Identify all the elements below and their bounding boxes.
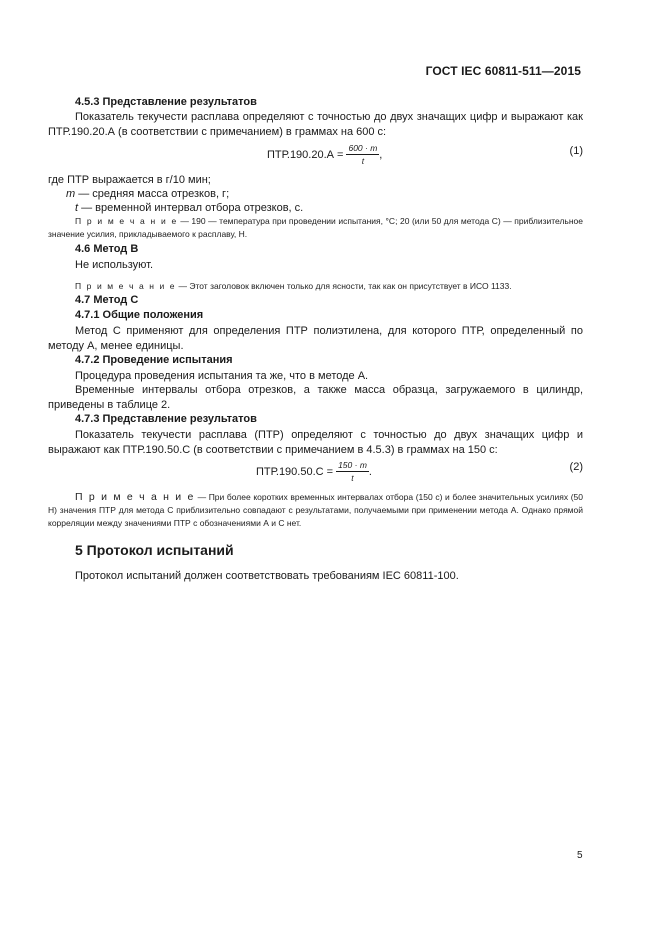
heading-4-7: 4.7 Метод С	[75, 294, 139, 306]
text-4-7-2-line1: Процедура проведения испытания та же, что в методе А.	[75, 370, 369, 382]
note-4-7-3	[48, 491, 583, 530]
document-header: ГОСТ IEC 60811-511—2015	[425, 64, 581, 78]
heading-4-5-3: 4.5.3 Представление результатов	[75, 96, 257, 108]
formula-2	[256, 460, 372, 483]
formula-1	[267, 143, 382, 166]
definition-t	[75, 201, 303, 216]
formula-1-denominator: t	[361, 156, 365, 166]
note-label: П р и м е ч а н и е	[75, 491, 195, 503]
note-label: П р и м е ч а н и е	[75, 216, 178, 226]
formula-1-fraction	[346, 143, 379, 166]
formula-2-end: .	[368, 465, 372, 478]
heading-section-5: 5 Протокол испытаний	[75, 542, 234, 558]
definition-t-text: — временной интервал отбора отрезков, с.	[78, 202, 304, 214]
heading-4-7-3: 4.7.3 Представление результатов	[75, 413, 257, 425]
definition-m	[66, 187, 229, 202]
text-section-5: Протокол испытаний должен соответствовать требованиям IEC 60811-100.	[75, 570, 459, 582]
equation-number-1: (1)	[569, 145, 583, 157]
note-4-6	[75, 280, 512, 293]
note-text: — 190 — температура при проведении испытания, °С; 20 (или 50 для метода С) — приблизительное значение усилия, прикладываемого к расплаву, Н.	[48, 216, 583, 239]
formula-2-fraction	[336, 460, 369, 483]
paragraph-4-5-3: Показатель текучести расплава определяют с точностью до двух значащих цифр и выражают как ПТР.190.20.А (в соответствии с примечанием) в граммах на 600 с:	[48, 111, 583, 138]
symbol-m: m	[66, 188, 76, 200]
note-text: — При более коротких временных интервалах отбора (150 с) и более значительных усилиях (50 Н) значения ПТР для метода С приблизительно совпадают с результатами, получаемыми при применении метода А. Однако прямой корреляции между значениями ПТР с обозначениями А и С нет.	[48, 492, 583, 528]
where-line: где ПТР выражается в г/10 мин;	[48, 174, 211, 186]
formula-2-numerator: 150 · m	[338, 460, 367, 470]
heading-4-7-1: 4.7.1 Общие положения	[75, 309, 204, 321]
note-text: — Этот заголовок включен только для ясности, так как он присутствует в ИСО 1133.	[176, 281, 512, 291]
formula-2-denominator: t	[351, 473, 354, 483]
definition-m-text: — средняя масса отрезков, г;	[75, 188, 230, 200]
paragraph-4-7-1: Метод С применяют для определения ПТР полиэтилена, для которого ПТР, определенный по методу А, менее единицы.	[48, 325, 583, 352]
paragraph-4-7-3: Показатель текучести расплава (ПТР) определяют с точностью до двух значащих цифр и выражают как ПТР.190.50.С (в соответствии с примечанием в 4.5.3) в граммах на 150 с:	[48, 429, 583, 456]
heading-4-6: 4.6 Метод В	[75, 243, 139, 255]
equation-number-2: (2)	[569, 461, 583, 473]
symbol-t: t	[75, 202, 79, 214]
formula-2-lhs: ПТР.190.50.С =	[256, 465, 334, 478]
note-label: П р и м е ч а н и е	[75, 281, 177, 291]
formula-1-end: ,	[379, 148, 383, 161]
paragraph-4-7-2: Временные интервалы отбора отрезков, а также масса образца, загружаемого в цилиндр, приведены в таблице 2.	[48, 384, 583, 411]
heading-4-7-2: 4.7.2 Проведение испытания	[75, 354, 233, 366]
note-4-5-3	[48, 215, 583, 241]
page-number: 5	[577, 850, 583, 861]
text-4-6: Не используют.	[75, 259, 154, 271]
formula-1-lhs: ПТР.190.20.А =	[267, 148, 344, 161]
formula-1-numerator: 600 · m	[348, 143, 378, 153]
